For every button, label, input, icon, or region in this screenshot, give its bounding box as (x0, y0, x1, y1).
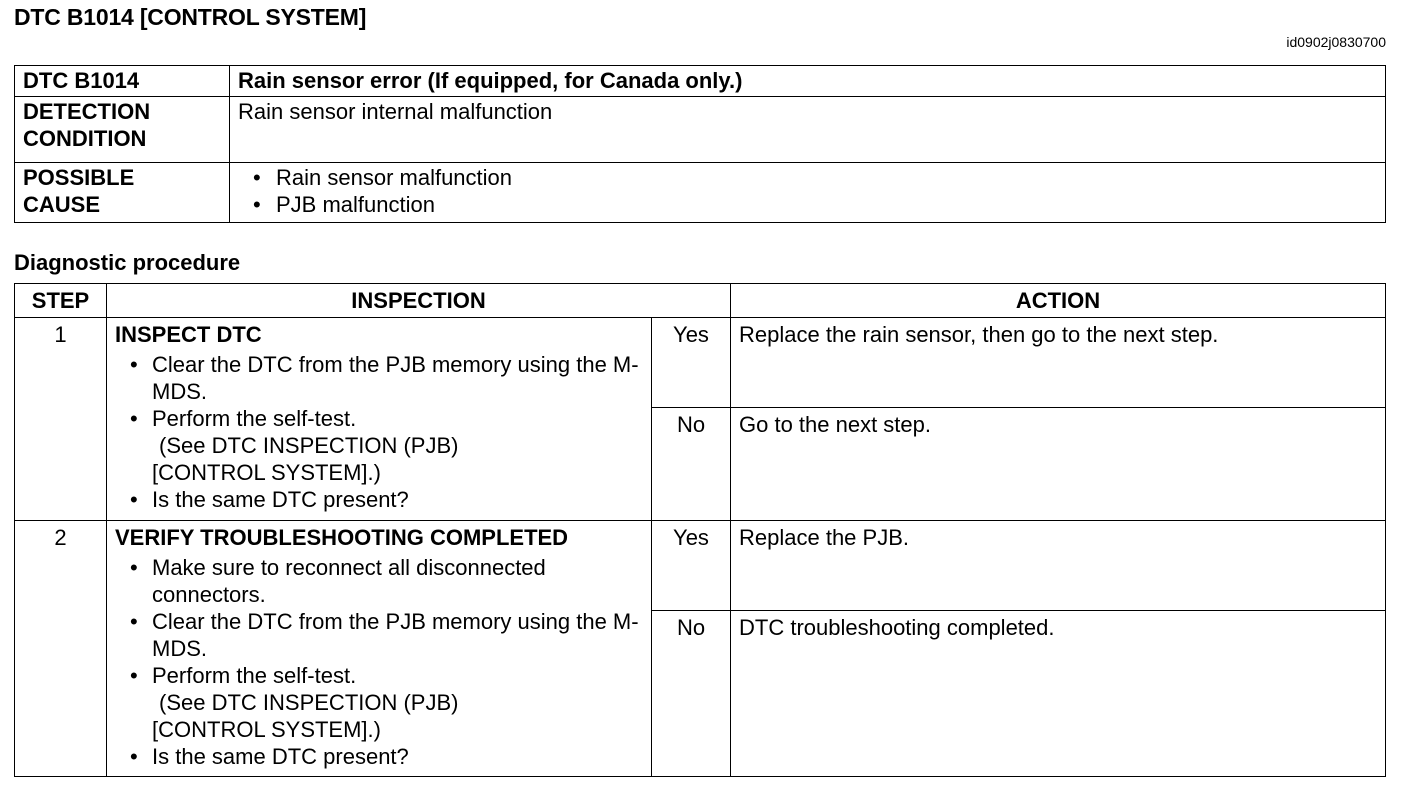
reference-text: (See DTC INSPECTION (PJB) (159, 690, 459, 715)
dtc-info-table (14, 65, 1386, 223)
column-header-inspection: INSPECTION (107, 284, 731, 318)
list-item (115, 743, 643, 770)
bullet-icon: • (253, 165, 261, 190)
bullet-icon: • (130, 352, 138, 377)
no-label: No (652, 611, 731, 777)
document-id: id0902j0830700 (1286, 34, 1386, 50)
detection-label-line: DETECTION (23, 99, 151, 124)
section-title: Diagnostic procedure (14, 250, 241, 275)
table-row (15, 97, 1386, 163)
possible-cause-list (230, 163, 1386, 223)
inspection-cell (107, 318, 652, 521)
inspection-text: Make sure to reconnect all disconnected connectors. (152, 555, 546, 607)
list-item (115, 662, 643, 743)
cause-text: Rain sensor malfunction (276, 165, 513, 190)
yes-action: Replace the rain sensor, then go to the next step. (731, 318, 1386, 408)
inspection-list (115, 351, 643, 513)
bullet-icon: • (130, 663, 138, 688)
cause-text: PJB malfunction (276, 192, 435, 217)
possible-cause-label (15, 163, 230, 223)
detection-label-line: CONDITION (23, 126, 147, 151)
bullet-icon: • (253, 192, 261, 217)
list-item (115, 608, 643, 662)
bullet-icon: • (130, 487, 138, 512)
list-item (115, 486, 643, 513)
list-item (115, 405, 643, 486)
list-item (238, 191, 1377, 218)
inspection-heading: VERIFY TROUBLESHOOTING COMPLETED (115, 525, 569, 550)
detection-condition-label (15, 97, 230, 163)
column-header-step: STEP (15, 284, 107, 318)
bullet-icon: • (130, 555, 138, 580)
column-header-action: ACTION (731, 284, 1386, 318)
list-item (115, 351, 643, 405)
dtc-code-label: DTC B1014 (15, 66, 230, 97)
cause-list (238, 164, 1377, 218)
list-item (238, 164, 1377, 191)
step-number: 2 (15, 521, 107, 777)
inspection-text: Clear the DTC from the PJB memory using the M-MDS. (152, 352, 639, 404)
dtc-code-description: Rain sensor error (If equipped, for Canada only.) (230, 66, 1386, 97)
yes-label: Yes (652, 521, 731, 611)
reference-text: [CONTROL SYSTEM].) (152, 460, 381, 485)
table-row (15, 163, 1386, 223)
bullet-icon: • (130, 406, 138, 431)
no-label: No (652, 408, 731, 521)
inspection-list (115, 554, 643, 770)
inspection-text: Is the same DTC present? (152, 744, 409, 769)
diagnostic-procedure-table (14, 283, 1386, 777)
table-row (15, 318, 1386, 408)
list-item (115, 554, 643, 608)
no-action: Go to the next step. (731, 408, 1386, 521)
no-action: DTC troubleshooting completed. (731, 611, 1386, 777)
yes-action: Replace the PJB. (731, 521, 1386, 611)
inspection-heading: INSPECT DTC (115, 322, 262, 347)
table-header-row (15, 284, 1386, 318)
cause-label-line: POSSIBLE (23, 165, 135, 190)
page-title: DTC B1014 [CONTROL SYSTEM] (14, 4, 367, 30)
reference-text: [CONTROL SYSTEM].) (152, 717, 381, 742)
bullet-icon: • (130, 744, 138, 769)
inspection-text: Perform the self-test. (152, 406, 357, 431)
table-row (15, 66, 1386, 97)
detection-condition-value: Rain sensor internal malfunction (230, 97, 1386, 163)
step-number: 1 (15, 318, 107, 521)
inspection-cell (107, 521, 652, 777)
inspection-text: Is the same DTC present? (152, 487, 409, 512)
bullet-icon: • (130, 609, 138, 634)
yes-label: Yes (652, 318, 731, 408)
reference-text: (See DTC INSPECTION (PJB) (159, 433, 459, 458)
inspection-text: Perform the self-test. (152, 663, 357, 688)
cause-label-line: CAUSE (23, 192, 101, 217)
table-row (15, 521, 1386, 611)
inspection-text: Clear the DTC from the PJB memory using the M-MDS. (152, 609, 639, 661)
